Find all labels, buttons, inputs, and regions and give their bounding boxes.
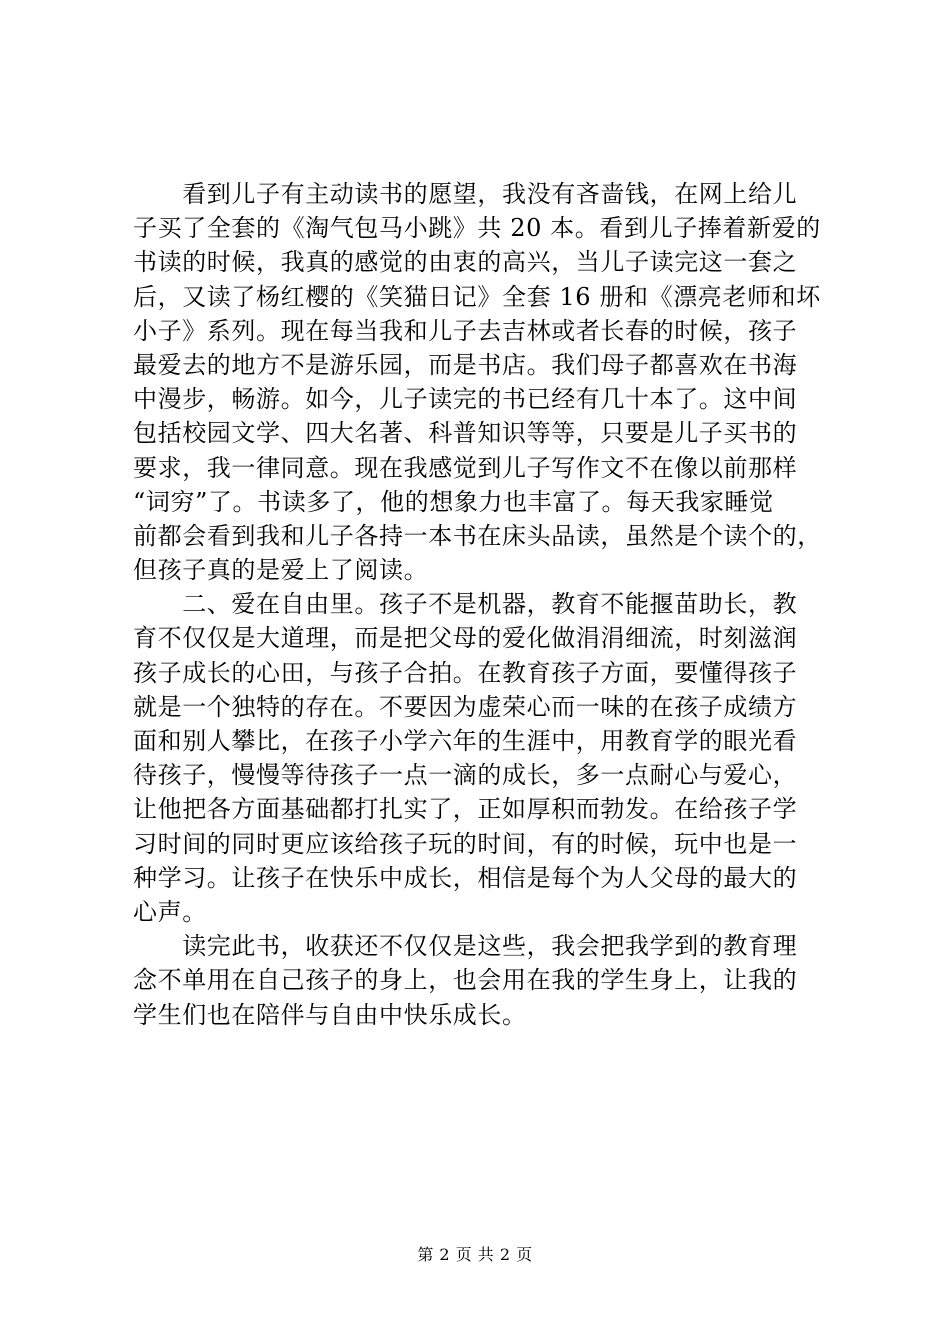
- text-line: 子买了全套的《淘气包马小跳》共 20 本。看到儿子捧着新爱的: [133, 214, 821, 243]
- text-line: 但孩子真的是爱上了阅读。: [133, 556, 429, 585]
- text-line: 种学习。让孩子在快乐中成长，相信是每个为人父母的最大的: [133, 863, 798, 892]
- text-line: 要求，我一律同意。现在我感觉到儿子写作文不在像以前那样: [133, 453, 798, 482]
- paragraph-1: [133, 177, 845, 587]
- text-line: 包括校园文学、四大名著、科普知识等等，只要是儿子买书的: [133, 419, 798, 448]
- text-line: 就是一个独特的存在。不要因为虚荣心而一味的在孩子成绩方: [133, 692, 798, 721]
- paragraph-3: [133, 929, 845, 1032]
- text-line: 中漫步，畅游。如今，儿子读完的书已经有几十本了。这中间: [133, 385, 798, 414]
- text-line: 待孩子，慢慢等待孩子一点一滴的成长，多一点耐心与爱心，: [133, 761, 798, 790]
- text-line: 孩子成长的心田，与孩子合拍。在教育孩子方面，要懂得孩子: [133, 658, 798, 687]
- text-line: 看到儿子有主动读书的愿望，我没有吝啬钱，在网上给儿: [133, 180, 798, 208]
- text-line: 习时间的同时更应该给孩子玩的时间，有的时候，玩中也是一: [133, 829, 798, 858]
- text-line: 二、爱在自由里。孩子不是机器，教育不能揠苗助长，教: [133, 590, 798, 619]
- text-line: 最爱去的地方不是游乐园，而是书店。我们母子都喜欢在书海: [133, 350, 798, 379]
- text-line: 后，又读了杨红樱的《笑猫日记》全套 16 册和《漂亮老师和坏: [133, 282, 821, 311]
- text-line: 育不仅仅是大道理，而是把父母的爱化做涓涓细流，时刻滋润: [133, 624, 798, 653]
- text-line: 念不单用在自己孩子的身上，也会用在我的学生身上，让我的: [133, 966, 798, 995]
- body-text: [133, 177, 845, 1032]
- text-line: 让他把各方面基础都打扎实了，正如厚积而勃发。在给孩子学: [133, 795, 798, 824]
- page-number-label: 第 2 页 共 2 页: [417, 1245, 533, 1264]
- text-line: 学生们也在陪伴与自由中快乐成长。: [133, 1000, 527, 1029]
- text-line: 前都会看到我和儿子各持一本书在床头品读，虽然是个读个的，: [133, 521, 822, 550]
- text-line: 小子》系列。现在每当我和儿子去吉林或者长春的时候，孩子: [133, 316, 798, 345]
- page-footer: [0, 1245, 950, 1265]
- paragraph-2: [133, 587, 845, 929]
- text-line: “词穷”了。书读多了，他的想象力也丰富了。每天我家睡觉: [133, 487, 774, 516]
- text-line: 书读的时候，我真的感觉的由衷的高兴，当儿子读完这一套之: [133, 248, 798, 277]
- text-line: 面和别人攀比，在孩子小学六年的生涯中，用教育学的眼光看: [133, 727, 798, 755]
- text-line: 心声。: [133, 897, 207, 926]
- text-line: 读完此书，收获还不仅仅是这些，我会把我学到的教育理: [133, 932, 798, 961]
